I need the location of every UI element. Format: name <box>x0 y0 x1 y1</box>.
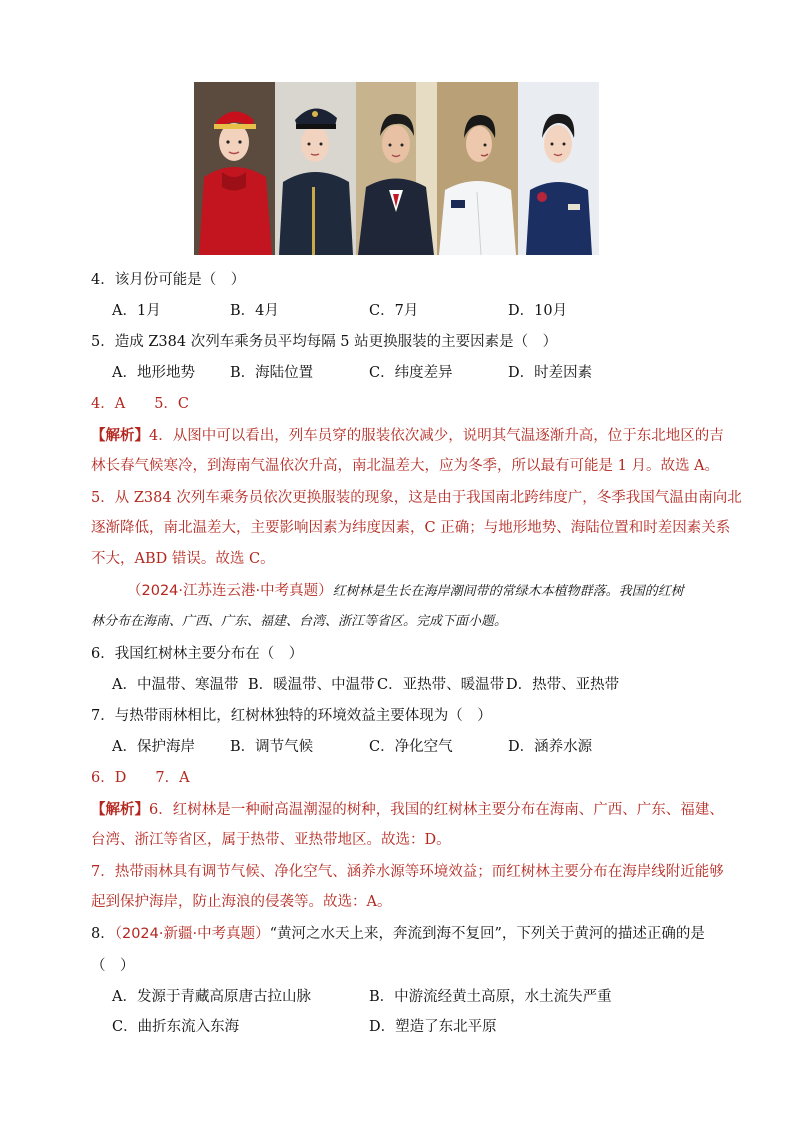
question-5-option-a: A．地形地势 <box>112 365 195 381</box>
explanation-4-5-line-2: 林长春气候寒冷，到海南气温依次升高，南北温差大，应为冬季，所以最有可能是 1 月。故选 A。 <box>91 458 720 474</box>
explanation-4-5-line-5: 不大，ABD 错误。故选 C。 <box>91 551 275 567</box>
attendants-photo-strip <box>194 82 599 255</box>
question-7-option-c: C．净化空气 <box>369 739 453 755</box>
photo-dark-coat-attendant <box>275 82 356 255</box>
explanation-6-7-line-3: 7．热带雨林具有调节气候、净化空气、涵养水源等环境效益；而红树林主要分布在海岸线附近能够 <box>91 864 724 880</box>
question-7-option-d: D．涵养水源 <box>508 739 593 755</box>
answers-4-5: 4．A 5．C <box>91 396 190 412</box>
question-7-option-b: B．调节气候 <box>230 739 314 755</box>
explanation-6-7-line-4: 起到保护海岸，防止海浪的侵袭等。故选：A。 <box>91 894 392 910</box>
explanation-4-5-line-1: 【解析】4．从图中可以看出，列车员穿的服装依次减少，说明其气温逐渐升高，位于东北地区的吉 <box>91 427 724 444</box>
explanation-6-7-line-1: 【解析】6．红树林是一种耐高温潮湿的树种，我国的红树林主要分布在海南、广西、广东、福建、 <box>91 801 724 818</box>
question-6-option-a: A．中温带、寒温带 <box>112 677 239 693</box>
photo-white-shirt-attendant <box>437 82 518 255</box>
question-6-stem: 6．我国红树林主要分布在（ ） <box>91 646 304 662</box>
question-6-option-c: C．亚热带、暖温带 <box>377 677 505 693</box>
photo-navy-dress-attendant <box>518 82 599 255</box>
question-6-option-d: D．热带、亚热带 <box>506 677 620 693</box>
passage-source: （2024·江苏连云港·中考真题） <box>127 583 333 599</box>
question-7-stem: 7．与热带雨林相比，红树林独特的环境效益主要体现为（ ） <box>91 708 492 724</box>
passage-line-1: （2024·江苏连云港·中考真题）红树林是生长在海岸潮间带的常绿木本植物群落。我国的红树 <box>127 583 684 599</box>
question-5-option-b: B．海陆位置 <box>230 365 314 381</box>
question-8-option-c: C．曲折东流入东海 <box>112 1019 240 1035</box>
question-4-option-a: A．1月 <box>112 303 161 319</box>
question-4-option-d: D．10月 <box>508 303 568 319</box>
question-8-option-b: B．中游流经黄土高原，水土流失严重 <box>369 989 612 1005</box>
explanation-4-5-line-3: 5．从 Z384 次列车乘务员依次更换服装的现象，这是由于我国南北跨纬度广，冬季我国气温由南向北 <box>91 490 742 506</box>
question-8-option-a: A．发源于青藏高原唐古拉山脉 <box>112 989 311 1005</box>
question-4-option-b: B．4月 <box>230 303 279 319</box>
question-8-option-d: D．塑造了东北平原 <box>369 1019 497 1035</box>
photo-red-coat-attendant <box>194 82 275 255</box>
question-7-option-a: A．保护海岸 <box>112 739 195 755</box>
question-4-stem: 4．该月份可能是（ ） <box>91 272 246 288</box>
explanation-tag: 【解析】 <box>91 801 149 818</box>
question-6-option-b: B．暖温带、中温带 <box>248 677 375 693</box>
question-8-source: （2024·新疆·中考真题） <box>114 926 270 942</box>
answers-6-7: 6．D 7．A <box>91 770 190 786</box>
photo-dark-uniform-attendant <box>356 82 437 255</box>
passage-line-2: 林分布在海南、广西、广东、福建、台湾、浙江等省区。完成下面小题。 <box>91 614 508 629</box>
question-5-option-c: C．纬度差异 <box>369 365 453 381</box>
explanation-6-7-line-2: 台湾、浙江等省区，属于热带、亚热带地区。故选：D。 <box>91 832 451 848</box>
question-4-option-c: C．7月 <box>369 303 419 319</box>
question-5-stem: 5．造成 Z384 次列车乘务员平均每隔 5 站更换服装的主要因素是（ ） <box>91 334 558 350</box>
explanation-tag: 【解析】 <box>91 427 149 444</box>
explanation-4-5-line-4: 逐渐降低，南北温差大，主要影响因素为纬度因素，C 正确；与地形地势、海陆位置和时差因素关系 <box>91 520 731 536</box>
question-8-stem: 8．（2024·新疆·中考真题）“黄河之水天上来，奔流到海不复回”，下列关于黄河的描述正确的是 <box>91 926 705 942</box>
question-8-bracket: （ ） <box>91 958 135 974</box>
question-5-option-d: D．时差因素 <box>508 365 593 381</box>
